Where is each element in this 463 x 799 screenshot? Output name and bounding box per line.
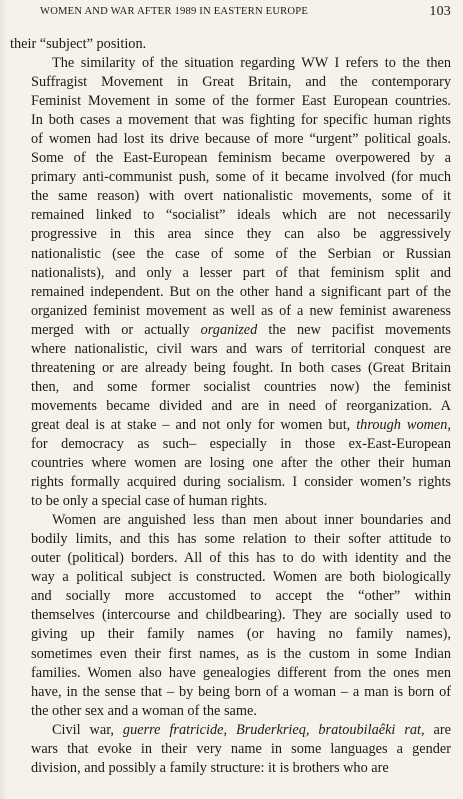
text-line — [10, 340, 451, 359]
italic-text: organized — [200, 321, 258, 338]
text-run: organized feminist movement as well as of a new feminist awareness — [31, 302, 451, 319]
text-run: their “subject” position. — [10, 36, 147, 52]
text-line — [10, 149, 451, 168]
text-line — [10, 702, 451, 721]
text-run: movements became divided and are in need of reorganization. A — [31, 397, 451, 414]
text-line — [10, 511, 451, 530]
text-run: the same reason) with overt nationalistic movements, some of it — [31, 188, 451, 205]
text-run: primary anti-communist push, some of it became involved (for much — [31, 169, 451, 186]
text-line — [10, 302, 451, 321]
text-run: countries where women are losing one after the other their human — [31, 455, 451, 472]
text-run: wars that evoke in their very name in some languages a gender — [31, 740, 451, 757]
running-head-title: WOMEN AND WAR AFTER 1989 IN EASTERN EUROPE — [40, 6, 309, 17]
text-run: Civil war, — [52, 721, 123, 738]
text-line — [10, 321, 451, 340]
body-text — [10, 35, 451, 778]
text-line — [10, 530, 451, 549]
text-line — [10, 283, 451, 302]
text-run: merged with or actually — [31, 321, 201, 338]
text-run: division, and possibly a family structure: it is brothers who are — [31, 759, 389, 776]
text-run: the new pacifist movements — [257, 321, 451, 338]
text-run: great deal is at stake – and not only for women but, — [31, 416, 357, 433]
text-line — [10, 759, 451, 778]
text-run: bodily limits, and this has some relation to their softer attitude to — [31, 531, 451, 548]
text-line — [10, 245, 451, 264]
text-line — [10, 35, 451, 54]
text-run: way a political subject is constructed. Women are both biologically — [31, 569, 451, 586]
page-number: 103 — [429, 4, 451, 19]
text-run: the other sex and a woman of the same. — [31, 702, 257, 719]
text-run: of women had lost its drive because of more “urgent” political goals. — [31, 131, 451, 148]
text-run: and socially more accustomed to accept the “other” within — [31, 588, 451, 605]
text-run: have, in the sense that – by being born of a woman – a man is born of — [31, 683, 451, 700]
text-run: rights formally acquired during socialism. I consider women’s rights — [31, 474, 451, 491]
paragraph — [10, 54, 451, 511]
text-line — [10, 454, 451, 473]
text-line — [10, 549, 451, 568]
text-run: for democracy as such– especially in those ex-East-European — [31, 435, 451, 452]
text-line — [10, 359, 451, 378]
text-line — [10, 397, 451, 416]
text-line — [10, 416, 451, 435]
text-line — [10, 168, 451, 187]
text-line — [10, 587, 451, 606]
text-run: then, and some former socialist countries now) the feminist — [31, 378, 451, 395]
text-line — [10, 740, 451, 759]
text-line — [10, 435, 451, 454]
text-line — [10, 187, 451, 206]
text-run: progressive in this area since they can also be aggressively — [31, 226, 451, 243]
text-line — [10, 225, 451, 244]
text-run: themselves (intercourse and childbearing). They are socially used to — [31, 607, 451, 624]
text-run: are — [424, 721, 451, 738]
text-run: Feminist Movement in some of the former East European countries. — [31, 93, 451, 110]
text-line — [10, 492, 451, 511]
text-run: The similarity of the situation regarding WW I refers to the then — [52, 55, 451, 72]
italic-text: guerre fratricide, Bruderkrieq, bratoubilaêki rat, — [122, 721, 425, 738]
paragraph — [10, 511, 451, 721]
text-run: to be only a special case of human rights. — [31, 493, 268, 510]
text-line — [10, 683, 451, 702]
text-run: sometimes even their first names, as is the custom in some Indian — [31, 645, 451, 662]
text-line — [10, 721, 451, 740]
italic-text: through women, — [356, 416, 451, 433]
text-run: giving up their family names (or having no family names), — [31, 626, 451, 643]
text-line — [10, 73, 451, 92]
text-line — [10, 54, 451, 73]
text-run: remained independent. But on the other hand a significant part of the — [31, 283, 451, 300]
text-line — [10, 111, 451, 130]
text-run: nationalists), and only a lesser part of that feminism split and — [31, 264, 451, 281]
text-line — [10, 264, 451, 283]
text-run: nationalistic (see the case of some of the Serbian or Russian — [31, 245, 451, 262]
text-line — [10, 378, 451, 397]
text-run: Some of the East-European feminism became overpowered by a — [31, 150, 451, 167]
paragraph — [10, 35, 451, 54]
text-line — [10, 130, 451, 149]
running-head — [10, 5, 451, 23]
text-run: where nationalistic, civil wars and wars of territorial conquest are — [31, 340, 451, 357]
text-run: In both cases a movement that was fighting for specific human rights — [31, 112, 451, 129]
text-line — [10, 645, 451, 664]
text-line — [10, 664, 451, 683]
text-run: outer (political) borders. All of this has to do with identity and the — [31, 550, 451, 567]
text-run: families. Women also have genealogies different from the ones men — [31, 664, 451, 681]
text-line — [10, 92, 451, 111]
text-line — [10, 568, 451, 587]
text-run: threatening or are already being fought. In both cases (Great Britain — [31, 359, 451, 376]
text-run: remained linked to “socialist” ideals which are not necessarily — [31, 207, 451, 224]
text-run: Suffragist Movement in Great Britain, and the contemporary — [31, 74, 451, 91]
text-line — [10, 606, 451, 625]
text-line — [10, 206, 451, 225]
text-line — [10, 473, 451, 492]
text-run: Women are anguished less than men about inner boundaries and — [52, 512, 451, 529]
text-line — [10, 625, 451, 644]
paragraph — [10, 721, 451, 778]
